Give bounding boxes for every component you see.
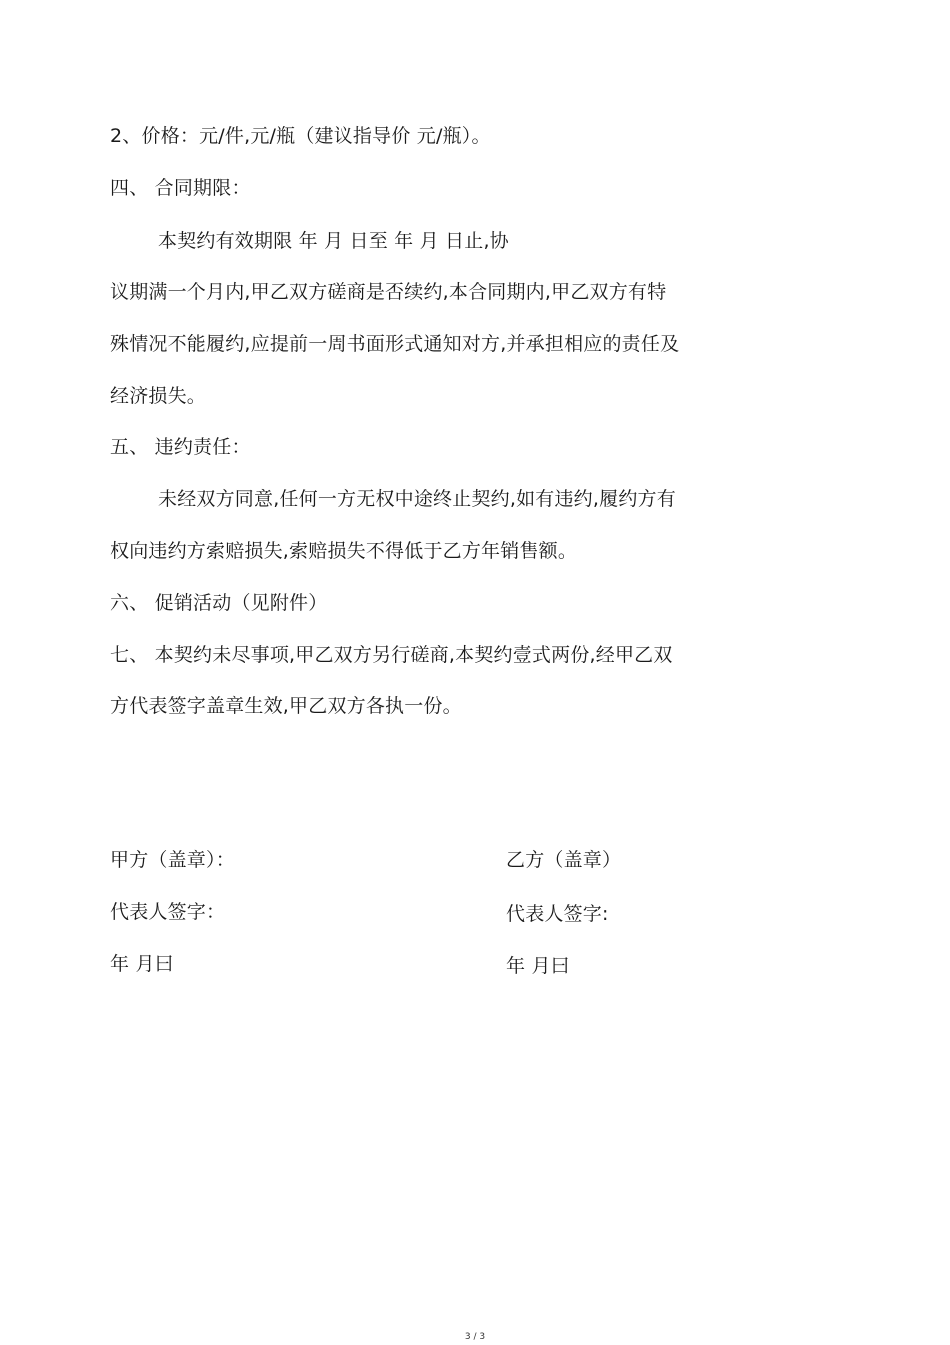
party-a-date-label: 年 月曰 (110, 953, 174, 975)
section-5-heading: 五、 违约责任： (110, 436, 251, 458)
section-5-paragraph-line-2: 权向违约方索赔损失,索赔损失不得低于乙方年销售额。 (110, 540, 578, 562)
party-b-date-label: 年 月曰 (506, 955, 570, 977)
section-4-paragraph-line-4: 经济损失。 (110, 385, 207, 407)
price-line: 2、价格：元/件,元/瓶（建议指导价 元/瓶）。 (110, 125, 491, 147)
section-4-heading: 四、 合同期限： (110, 177, 251, 199)
section-5-paragraph-line-1: 未经双方同意,任何一方无权中途终止契约,如有违约,履约方有 (158, 488, 676, 510)
party-b-seal-label: 乙方（盖章） (506, 849, 622, 871)
section-4-paragraph-line-2: 议期满一个月内,甲乙双方磋商是否续约,本合同期内,甲乙双方有特 (110, 281, 667, 303)
section-4-paragraph-line-3: 殊情况不能履约,应提前一周书面形式通知对方,并承担相应的责任及 (110, 333, 680, 355)
section-7-paragraph-line-2: 方代表签字盖章生效,甲乙双方各执一份。 (110, 695, 462, 717)
section-7-paragraph-line-1: 七、 本契约未尽事项,甲乙双方另行磋商,本契约壹式两份,经甲乙双 (110, 644, 673, 666)
section-6-heading: 六、 促销活动（见附件） (110, 592, 328, 614)
page-number: 3 / 3 (464, 1332, 486, 1342)
section-4-paragraph-line-1: 本契约有效期限 年 月 日至 年 月 日止,协 (158, 230, 509, 252)
party-a-representative-label: 代表人签字： (110, 901, 226, 923)
party-a-seal-label: 甲方（盖章）： (110, 849, 235, 871)
party-b-representative-label: 代表人签字: (506, 903, 609, 925)
